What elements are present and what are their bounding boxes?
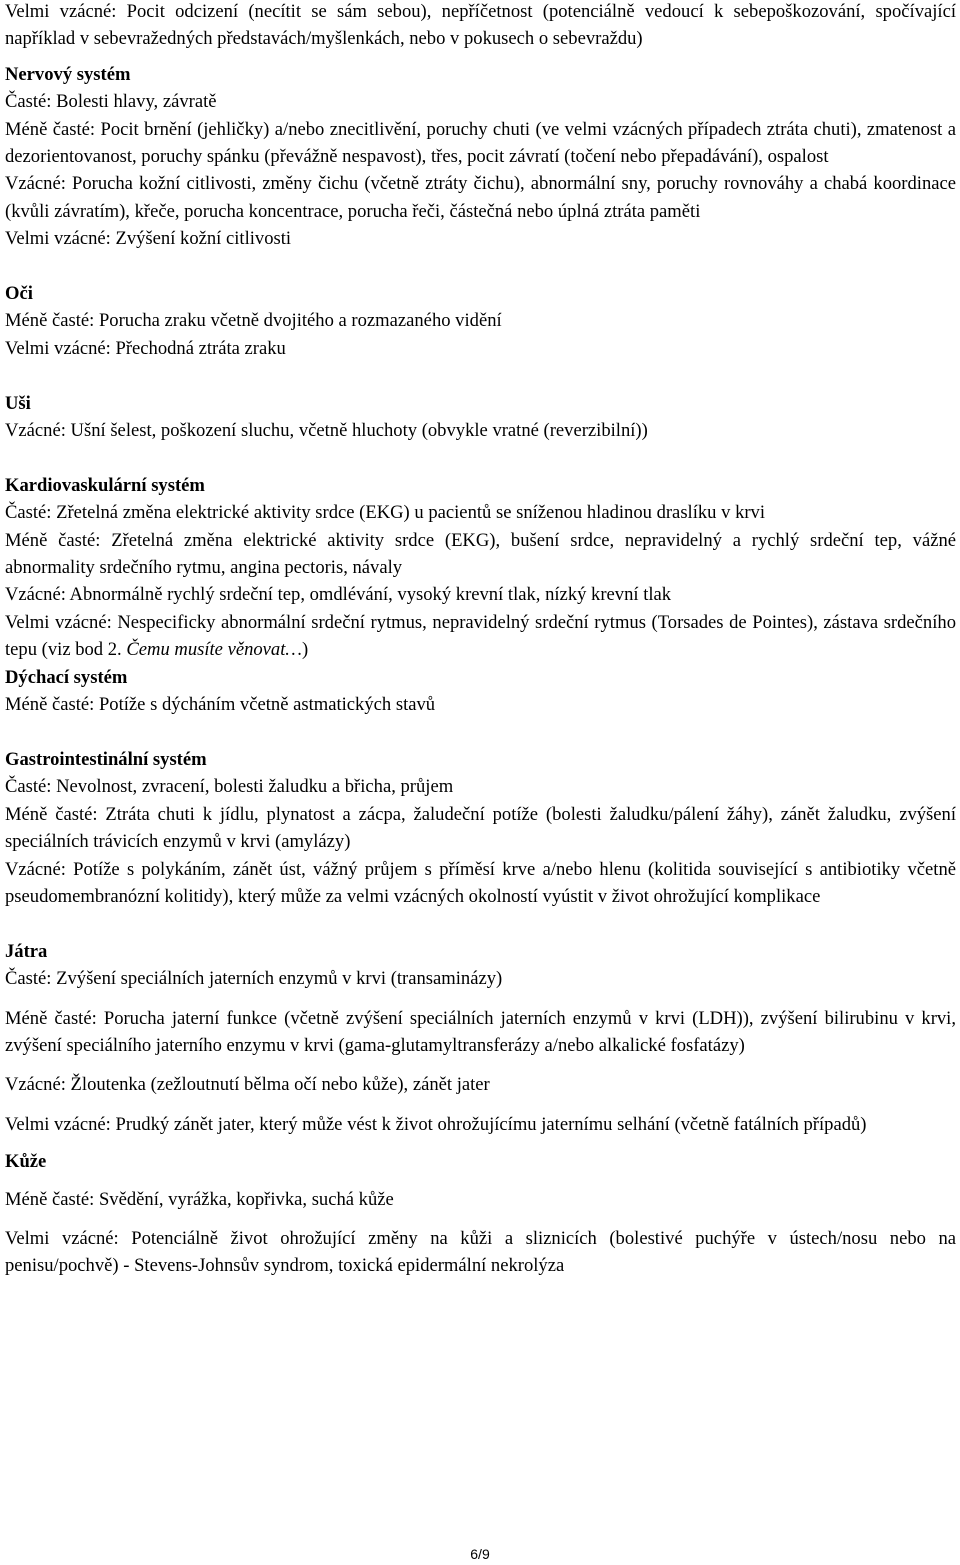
eyes-uncommon: Méně časté: Porucha zraku včetně dvojitého a rozmazaného vidění — [5, 310, 502, 332]
closing-paren: ) — [301, 639, 309, 661]
nervous-common: Časté: Bolesti hlavy, závratě — [5, 91, 217, 113]
heading-gastrointestinal: Gastrointestinální systém — [5, 748, 207, 770]
gi-common: Časté: Nevolnost, zvracení, bolesti žaludku a břicha, průjem — [5, 776, 454, 798]
cardio-uncommon: Méně časté: Zřetelná změna elektrické aktivity srdce (EKG), bušení srdce, nepravidelný a rychlý srdeční tep, vážné abnormality srdečního rytmu, angina pectoris, návaly — [5, 529, 956, 579]
heading-skin: Kůže — [5, 1151, 47, 1173]
resp-uncommon: Méně časté: Potíže s dýcháním včetně astmatických stavů — [5, 694, 436, 716]
cardio-rare: Vzácné: Abnormálně rychlý srdeční tep, omdlévání, vysoký krevní tlak, nízký krevní tlak — [5, 584, 672, 606]
nervous-uncommon: Méně časté: Pocit brnění (jehličky) a/nebo znecitlivění, poruchy chuti (ve velmi vzácných případech ztráta chuti), zmatenost a dezorientovanost, poruchy spánku (převážně nespavost), třes, pocit závratí (točení nebo přepadávání), ospalost — [5, 118, 956, 168]
skin-very-rare: Velmi vzácné: Potenciálně život ohrožující změny na kůži a sliznicích (bolestivé puchýře v ústech/nosu nebo na penisu/pochvě) - Stevens-Johnsův syndrom, toxická epidermální nekrolýza — [5, 1227, 956, 1277]
liver-rare: Vzácné: Žloutenka (zežloutnutí bělma očí nebo kůže), zánět jater — [5, 1074, 490, 1096]
heading-ears: Uši — [5, 392, 31, 414]
cardio-common: Časté: Zřetelná změna elektrické aktivity srdce (EKG) u pacientů se sníženou hladinou draslíku v krvi — [5, 502, 766, 524]
ears-rare: Vzácné: Ušní šelest, poškození sluchu, včetně hluchoty (obvykle vratné (reverzibilní)) — [5, 420, 648, 442]
liver-very-rare: Velmi vzácné: Prudký zánět jater, který může vést k život ohrožujícímu jaternímu selhání (včetně fatálních případů) — [5, 1113, 867, 1135]
paragraph-psych-very-rare: Velmi vzácné: Pocit odcizení (necítit se sám sebou), nepříčetnost (potenciálně vedoucí k sebepoškozování, spočívající například v sebevražedných představách/myšlenkách, nebo v pokusech o sebevraždu) — [5, 1, 956, 50]
skin-uncommon: Méně časté: Svědění, vyrážka, kopřivka, suchá kůže — [5, 1188, 394, 1210]
page-number: 6/9 — [470, 1546, 490, 1562]
cardio-very-rare-text: Velmi vzácné: Nespecificky abnormální srdeční rytmus, nepravidelný srdeční rytmus (Torsades de Pointes), zástava srdečního tepu (viz bod 2. — [5, 611, 956, 661]
heading-eyes: Oči — [5, 283, 33, 305]
liver-common: Časté: Zvýšení speciálních jaterních enzymů v krvi (transaminázy) — [5, 968, 503, 990]
liver-uncommon: Méně časté: Porucha jaterní funkce (včetně zvýšení speciálních jaterních enzymů v krvi (LDH)), zvýšení bilirubinu v krvi, zvýšení speciálního jaterního enzymu v krvi (gama-glutamyltransferázy a/nebo alkalické fosfatázy) — [5, 1007, 956, 1056]
document-page — [5, 0, 956, 1280]
heading-cardiovascular: Kardiovaskulární systém — [5, 474, 205, 496]
section-reference: Čemu musíte věnovat… — [126, 639, 302, 661]
heading-nervous-system: Nervový systém — [5, 63, 131, 85]
heading-liver: Játra — [5, 940, 48, 962]
gi-uncommon: Méně časté: Ztráta chuti k jídlu, plynatost a zácpa, žaludeční potíže (bolesti žaludku/pálení žáhy), zánět žaludku, zvýšení speciálních trávicích enzymů v krvi (amylázy) — [5, 803, 956, 853]
eyes-very-rare: Velmi vzácné: Přechodná ztráta zraku — [5, 337, 286, 359]
heading-respiratory: Dýchací systém — [5, 666, 128, 688]
cardio-very-rare — [5, 609, 956, 664]
nervous-very-rare: Velmi vzácné: Zvýšení kožní citlivosti — [5, 228, 292, 250]
nervous-rare: Vzácné: Porucha kožní citlivosti, změny čichu (včetně ztráty čichu), abnormální sny, poruchy rovnováhy a chabá koordinace (kvůli závratím), křeče, porucha koncentrace, porucha řeči, částečná nebo úplná ztráta paměti — [5, 173, 956, 222]
gi-rare: Vzácné: Potíže s polykáním, zánět úst, vážný průjem s příměsí krve a/nebo hlenu (kolitida související s antibiotiky včetně pseudomembranózní kolitidy), který může za velmi vzácných okolností vyústit v život ohrožující komplikace — [5, 858, 956, 907]
